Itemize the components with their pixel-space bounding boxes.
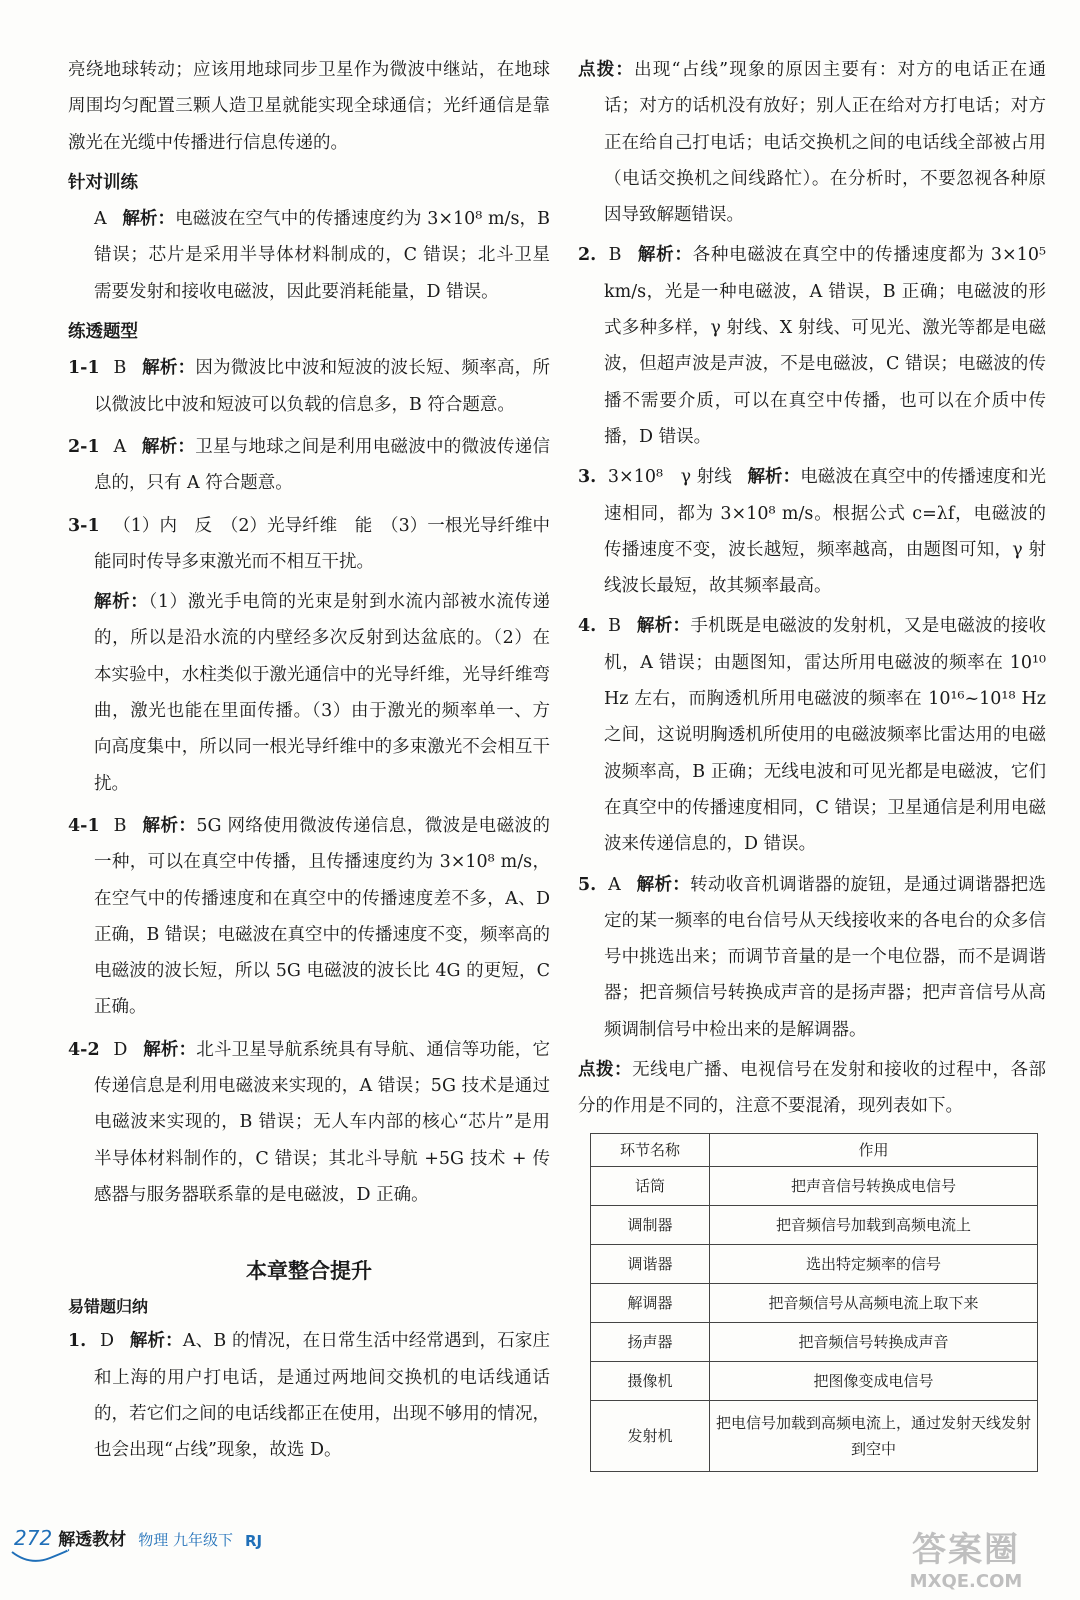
table-cell: 调谐器	[591, 1244, 710, 1283]
analysis-label: 解析：	[141, 436, 196, 457]
item-1-1	[68, 350, 550, 423]
item-4-1	[68, 808, 550, 1026]
item-num: 1.	[68, 1331, 87, 1352]
answer-text: 3×10⁸ γ 射线	[607, 467, 732, 488]
answer-text: （1）内 反 （2）光导纤维 能 （3）一根光导纤维中	[113, 515, 550, 536]
analysis-text: A、B 的情况，在日常生活中经常遇到，石家庄和上海的用户打电话，是通过两地间交换机的电话线通话的，若它们之间的电话线都正在使用，出现不够用的情况，也会出现“占线”现象，故选 D。	[94, 1331, 550, 1461]
subject-grade: 物理 九年级下	[138, 1531, 233, 1549]
table-cell: 话筒	[591, 1166, 710, 1205]
summary-table	[590, 1133, 1038, 1472]
answer-letter: B	[113, 358, 127, 379]
intro-paragraph: 亮绕地球转动；应该用地球同步卫星作为微波中继站，在地球周围均匀配置三颗人造卫星就能实现全球通信；光纤通信是靠激光在光缆中传播进行信息传递的。	[68, 60, 550, 153]
item-num: 3.	[578, 467, 597, 488]
table-header-row	[591, 1133, 1038, 1166]
sub-heading: 易错题归纳	[68, 1297, 149, 1317]
heading-training: 针对训练	[68, 172, 138, 193]
table-row	[591, 1400, 1038, 1471]
page-footer	[14, 1525, 262, 1550]
analysis-label: 解析：	[636, 616, 691, 637]
table-cell: 选出特定频率的信号	[710, 1244, 1038, 1283]
analysis-label: 解析：	[142, 815, 197, 836]
question-1	[68, 1323, 550, 1468]
analysis-text: 各种电磁波在真空中的传播速度都为 3×10⁵ km/s，光是一种电磁波，A 错误，B 正确；电磁波的形式多种多样，γ 射线、X 射线、可见光、激光等都是电磁波，但超声波是声波，不是电磁波，C 错误；电磁波的传播不需要介质，可以在真空中传播，也可以在介质中传播，D 错误。	[604, 245, 1046, 447]
watermark-logo	[886, 1522, 1046, 1592]
analysis-label: 解析：	[94, 592, 149, 613]
training-answer	[68, 201, 550, 310]
table-cell: 调制器	[591, 1205, 710, 1244]
watermark-text: 答案圈	[912, 1530, 1020, 1570]
item-num: 3-1	[68, 515, 100, 536]
answer-letter: B	[113, 815, 127, 836]
item-num: 2.	[578, 245, 597, 266]
analysis-label: 解析：	[129, 1331, 183, 1352]
table-cell: 把音频信号加载到高频电流上	[710, 1205, 1038, 1244]
watermark-url: MXQE.COM	[909, 1571, 1023, 1592]
item-3-1	[68, 508, 550, 581]
table-header-cell: 作用	[710, 1133, 1038, 1166]
right-column	[578, 52, 1046, 1472]
answer-letter: D	[100, 1331, 115, 1352]
item-2-1	[68, 429, 550, 502]
table-cell: 把图像变成电信号	[710, 1361, 1038, 1400]
edition-code: RJ	[244, 1532, 263, 1550]
question-2	[578, 237, 1046, 455]
tip-1	[578, 52, 1046, 233]
item-4-2	[68, 1032, 550, 1213]
table-row	[591, 1205, 1038, 1244]
analysis-label: 解析：	[636, 874, 691, 895]
heading-practice: 练透题型	[68, 322, 138, 343]
item-num: 4-2	[68, 1039, 100, 1060]
table-cell: 把电信号加载到高频电流上，通过发射天线发射到空中	[710, 1400, 1038, 1471]
left-column	[68, 52, 550, 1468]
answer-continued: 能同时传导多束激光而不相互干扰。	[94, 551, 374, 572]
answer-letter: A	[94, 209, 107, 230]
tip-text: 无线电广播、电视信号在发射和接收的过程中，各部分的作用是不同的，注意不要混淆，现列表如下。	[578, 1060, 1047, 1117]
item-3-1-analysis	[68, 584, 550, 802]
question-3	[578, 459, 1046, 604]
tip-label: 点拨：	[578, 1060, 633, 1081]
analysis-text: 卫星与地球之间是利用电磁波中的微波传递信息的，只有 A 符合题意。	[94, 436, 550, 494]
table-row	[591, 1244, 1038, 1283]
answer-letter: A	[608, 874, 621, 895]
table-cell: 解调器	[591, 1283, 710, 1322]
tip-text: 出现“占线”现象的原因主要有：对方的电话正在通话；对方的话机没有放好；别人正在给对方打电话；对方正在给自己打电话；电话交换机之间的电话线全部被占用（电话交换机之间线路忙）。在分析时，不要忽视各种原因导致解题错误。	[604, 60, 1046, 226]
analysis-text: 北斗卫星导航系统具有导航、通信等功能，它传递信息是利用电磁波来实现的，A 错误；5G 技术是通过电磁波来实现的，B 错误；无人车内部的核心“芯片”是用半导体材料制作的，C 错误；其北斗导航 +5G 技术 + 传感器与服务器联系靠的是电磁波，D 正确。	[94, 1039, 550, 1205]
table-row	[591, 1322, 1038, 1361]
table-cell: 把音频信号从高频电流上取下来	[710, 1283, 1038, 1322]
item-num: 5.	[578, 874, 597, 895]
answer-letter: D	[113, 1039, 128, 1060]
answer-letter: B	[608, 616, 622, 637]
question-5	[578, 867, 1046, 1048]
table-cell: 摄像机	[591, 1361, 710, 1400]
table-cell: 扬声器	[591, 1322, 710, 1361]
section-title: 本章整合提升	[246, 1259, 372, 1284]
tip-label: 点拨：	[578, 60, 635, 80]
analysis-label: 解析：	[637, 245, 693, 266]
analysis-text: 因为微波比中波和短波的波长短、频率高，所以微波比中波和短波可以负载的信息多，B 符合题意。	[94, 358, 550, 415]
page-number: 272	[14, 1526, 53, 1550]
analysis-text: 手机既是电磁波的发射机，又是电磁波的接收机，A 错误；由题图知，雷达所用电磁波的频率在 10¹⁰ Hz 左右，而胸透机所用电磁波的频率在 10¹⁶~10¹⁸ Hz 之间，这说明胸透机所使用的电磁波频率比雷达用的电磁波频率高，B 正确；无线电波和可见光都是电磁波，它们在真空中的传播速度相同，C 错误；卫星通信是利用电磁波来传递信息的，D 错误。	[604, 616, 1047, 855]
item-num: 1-1	[68, 358, 100, 379]
table-cell: 把音频信号转换成声音	[710, 1322, 1038, 1361]
table-row	[591, 1166, 1038, 1205]
analysis-text: 5G 网络使用微波传递信息，微波是电磁波的一种，可以在真空中传播，且传播速度约为 3×10⁸ m/s，在空气中的传播速度和在真空中的传播速度差不多，A、D 正确，B 错误；电磁波在真空中的传播速度不变，频率高的电磁波的波长短，所以 5G 电磁波的波长比 4G 的更短，C 正确。	[94, 815, 550, 1018]
analysis-text: 电磁波在真空中的传播速度和光速相同，都为 3×10⁸ m/s。根据公式 c=λf，电磁波的传播速度不变，波长越短，频率越高，由题图可知，γ 射线波长最短，故其频率最高。	[604, 467, 1047, 597]
analysis-text: 转动收音机调谐器的旋钮，是通过调谐器把选定的某一频率的电台信号从天线接收来的各电台的众多信号中挑选出来；而调节音量的是一个电位器，而不是调谐器；把音频信号转换成声音的是扬声器；把声音信号从高频调制信号中检出来的是解调器。	[604, 874, 1046, 1040]
book-title: 解透教材	[58, 1530, 127, 1550]
table-cell: 把声音信号转换成电信号	[710, 1166, 1038, 1205]
item-num: 2-1	[68, 436, 100, 457]
item-num: 4.	[578, 616, 597, 637]
table-header-cell: 环节名称	[591, 1133, 710, 1166]
analysis-label: 解析：	[143, 1039, 197, 1060]
analysis-text: 电磁波在空气中的传播速度约为 3×10⁸ m/s，B 错误；芯片是采用半导体材料制成的，C 错误；北斗卫星需要发射和接收电磁波，因此要消耗能量，D 错误。	[94, 209, 550, 302]
table-row	[591, 1283, 1038, 1322]
table-row	[591, 1361, 1038, 1400]
item-num: 4-1	[68, 815, 100, 836]
analysis-text: （1）激光手电筒的光束是射到水流内部被水流传递的，所以是沿水流的内壁经多次反射到达盆底的。（2）在本实验中，水柱类似于激光通信中的光导纤维，光导纤维弯曲，激光也能在里面传播。（3）由于激光的频率单一、方向高度集中，所以同一根光导纤维中的多束激光不会相互干扰。	[94, 592, 550, 794]
answer-letter: B	[608, 245, 622, 266]
table-cell: 发射机	[591, 1400, 710, 1471]
analysis-label: 解析：	[747, 467, 801, 488]
analysis-label: 解析：	[142, 358, 196, 379]
analysis-label: 解析：	[122, 209, 176, 230]
answer-letter: A	[113, 436, 127, 457]
question-4	[578, 608, 1046, 862]
tip-2	[578, 1052, 1046, 1125]
